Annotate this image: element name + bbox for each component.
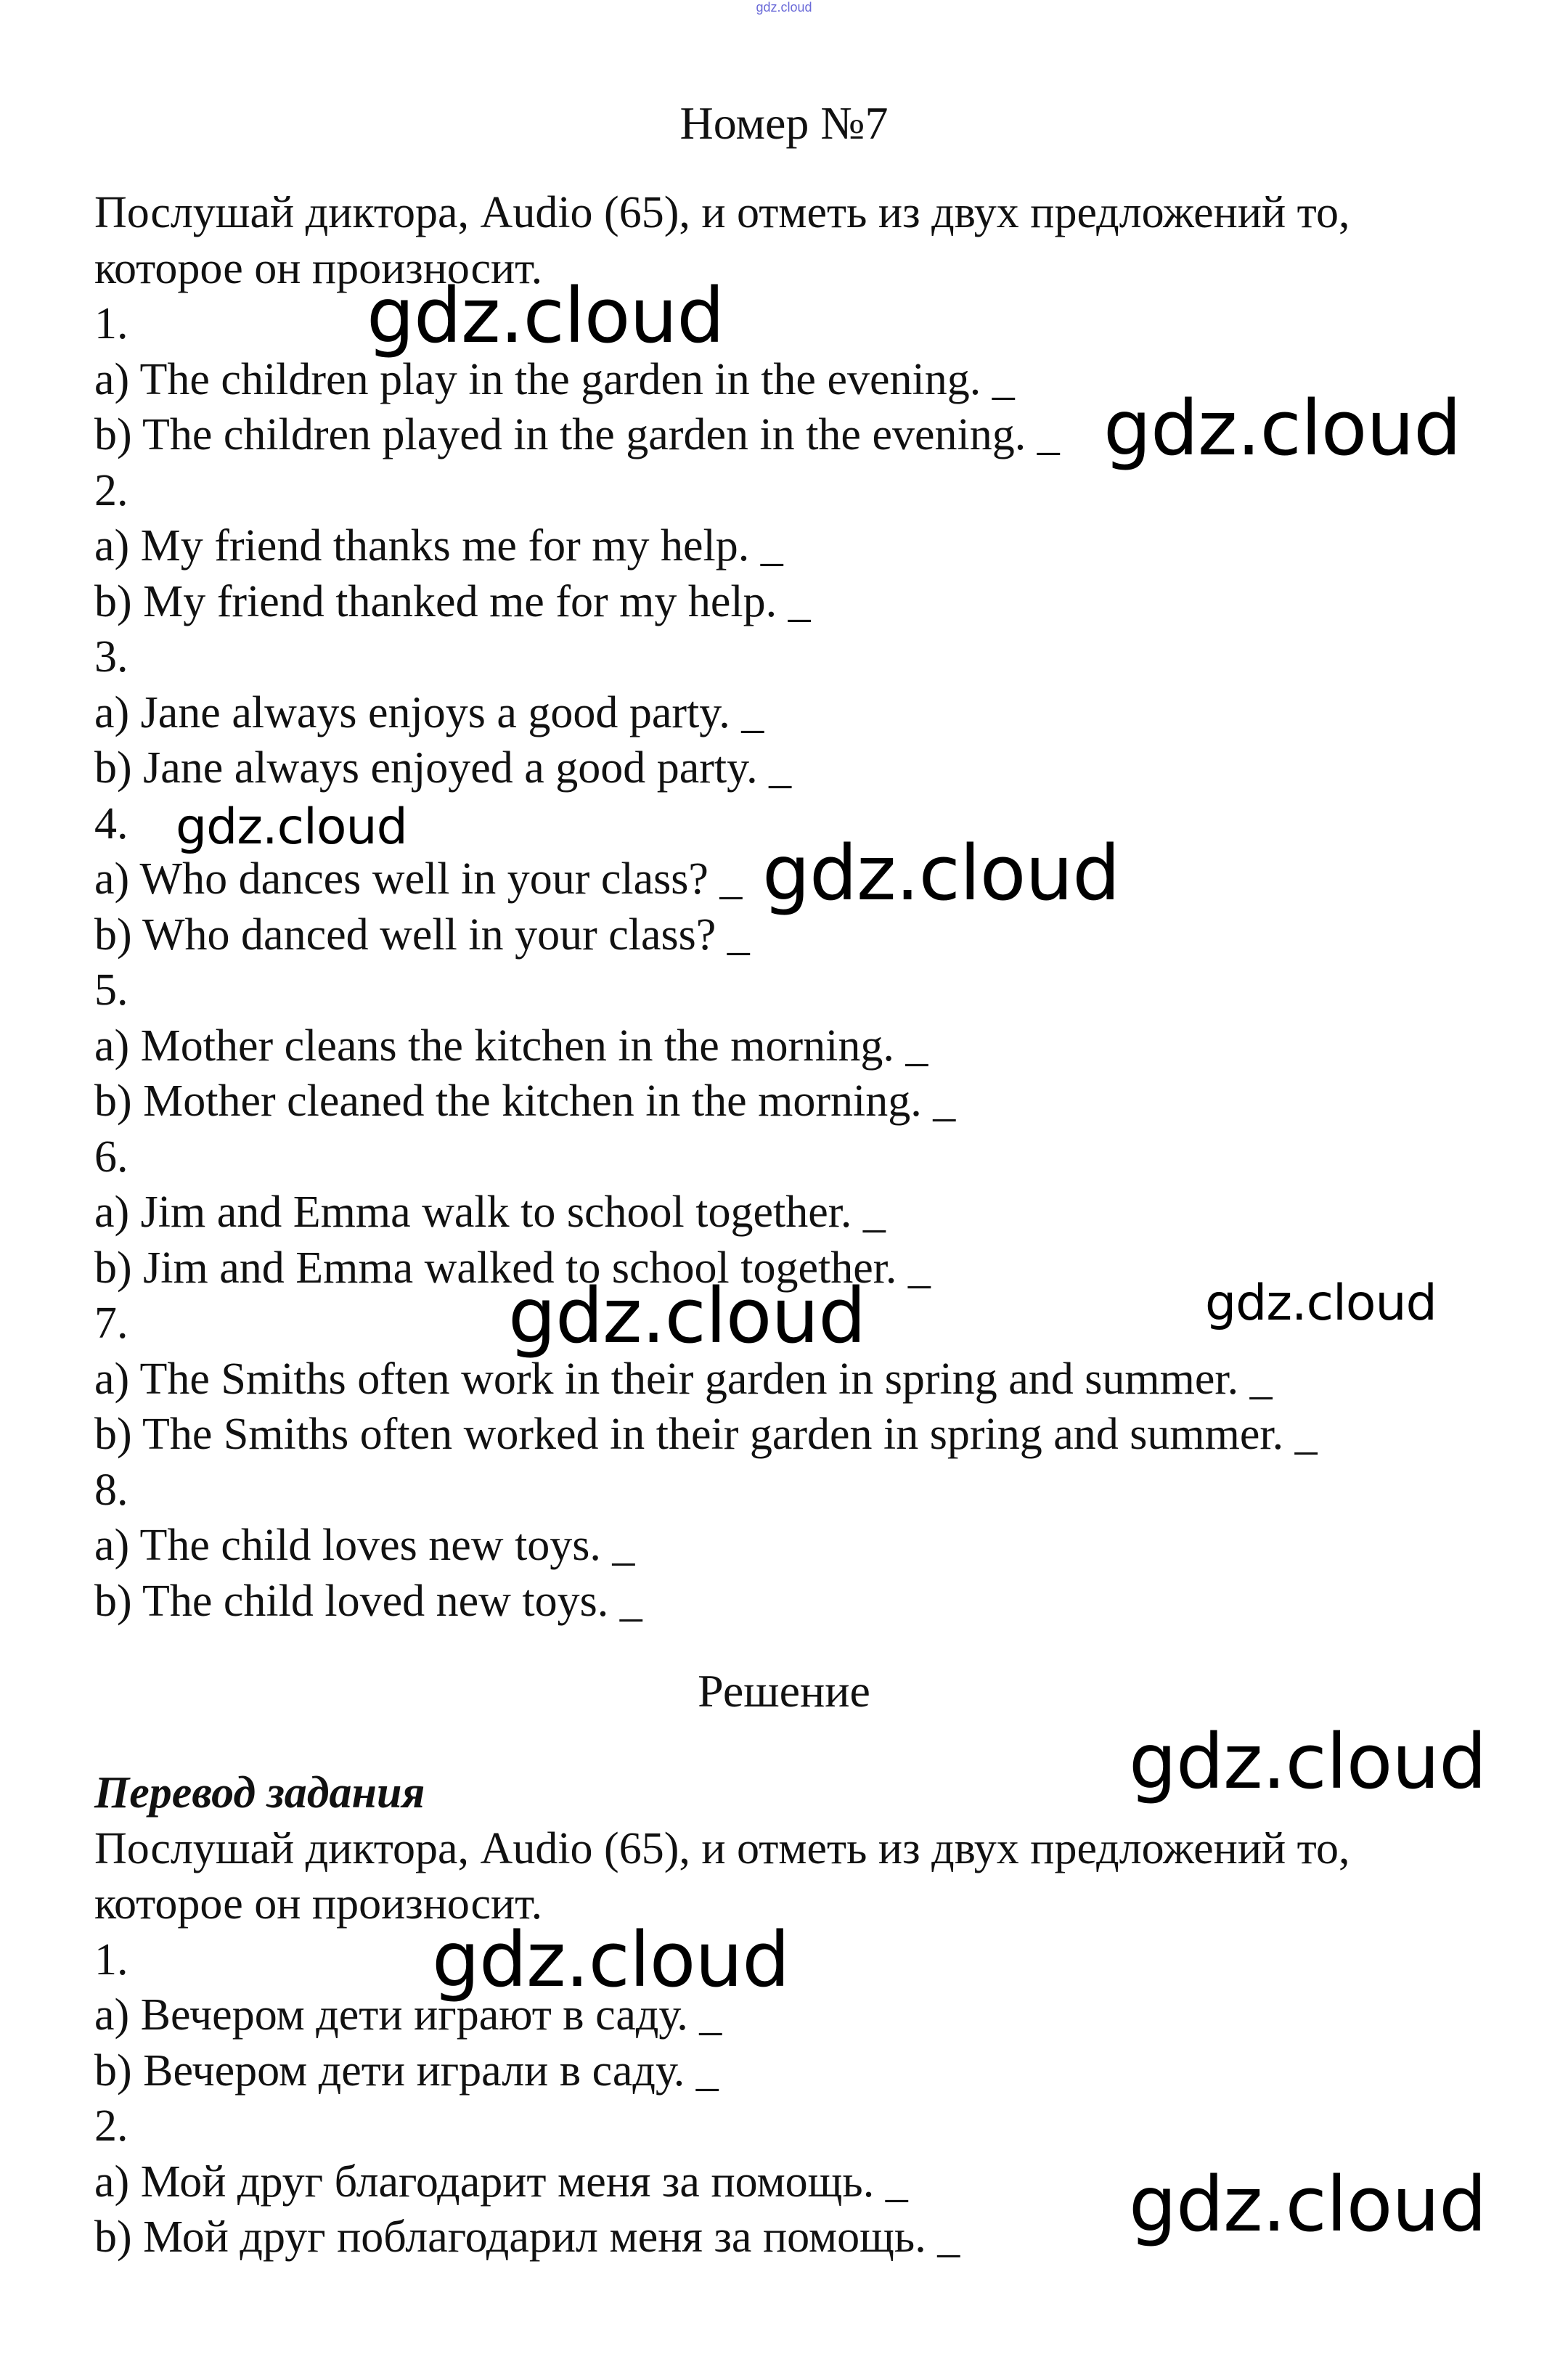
option-line: a) Jane always enjoys a good party. _ (94, 687, 764, 737)
option-line: a) Who dances well in your class? _ (94, 854, 743, 904)
item-number: 4. (94, 798, 128, 849)
solution-heading: Решение (698, 1665, 870, 1717)
item-number: 6. (94, 1132, 128, 1182)
option-line: b) Mother cleaned the kitchen in the morning. _ (94, 1076, 956, 1126)
watermark: gdz.cloud (432, 1916, 790, 2004)
watermark: gdz.cloud (1103, 384, 1461, 473)
watermark: gdz.cloud (1129, 2160, 1487, 2249)
watermark: gdz.cloud (508, 1272, 866, 1360)
watermark: gdz.cloud (762, 829, 1120, 917)
watermark: gdz.cloud (1129, 1717, 1487, 1806)
task-line: Послушай диктора, Audio (65), и отметь из двух предложений то, (94, 188, 1350, 237)
solution-line: Послушай диктора, Audio (65), и отметь из двух предложений то, (94, 1823, 1350, 1873)
option-line: b) Who danced well in your class? _ (94, 909, 750, 960)
option-line: a) Jim and Emma walk to school together. _ (94, 1187, 886, 1237)
translation-title: Перевод задания (94, 1768, 425, 1818)
watermark: gdz.cloud (176, 798, 407, 856)
item-number: 5. (94, 965, 128, 1015)
item-number: 1. (94, 1934, 128, 1984)
option-line: a) Вечером дети играют в саду. _ (94, 1990, 722, 2040)
page-title: Номер №7 (679, 97, 889, 149)
item-number: 2. (94, 465, 128, 515)
option-line: a) My friend thanks me for my help. _ (94, 521, 783, 571)
watermark: gdz.cloud (367, 271, 724, 360)
option-line: a) The child loves new toys. _ (94, 1521, 635, 1570)
item-number: 7. (94, 1299, 128, 1348)
item-number: 8. (94, 1465, 128, 1515)
option-line: a) The Smiths often work in their garden in spring and summer. _ (94, 1354, 1273, 1404)
top-watermark: gdz.cloud (756, 0, 812, 15)
item-number: 2. (94, 2101, 128, 2151)
option-line: b) The Smiths often worked in their garden in spring and summer. _ (94, 1410, 1318, 1459)
option-line: b) Вечером дети играли в саду. _ (94, 2045, 719, 2096)
option-line: a) Mother cleans the kitchen in the morning. _ (94, 1021, 928, 1071)
item-number: 3. (94, 632, 128, 682)
option-line: b) Jane always enjoyed a good party. _ (94, 743, 792, 793)
option-line: b) The child loved new toys. _ (94, 1576, 642, 1626)
option-line: a) The children play in the garden in the evening. _ (94, 354, 1015, 404)
watermark: gdz.cloud (1205, 1275, 1437, 1332)
solution-line: которое он произносит. (94, 1879, 543, 1929)
item-number: 1. (94, 299, 128, 348)
option-line: a) Мой друг благодарит меня за помощь. _ (94, 2157, 908, 2207)
option-line: b) My friend thanked me for my help. _ (94, 576, 811, 626)
option-line: b) Мой друг поблагодарил меня за помощь. _ (94, 2212, 960, 2262)
option-line: b) Jim and Emma walked to school together. _ (94, 1243, 931, 1293)
option-line: b) The children played in the garden in the evening. _ (94, 410, 1060, 459)
task-line: которое он произносит. (94, 243, 543, 293)
